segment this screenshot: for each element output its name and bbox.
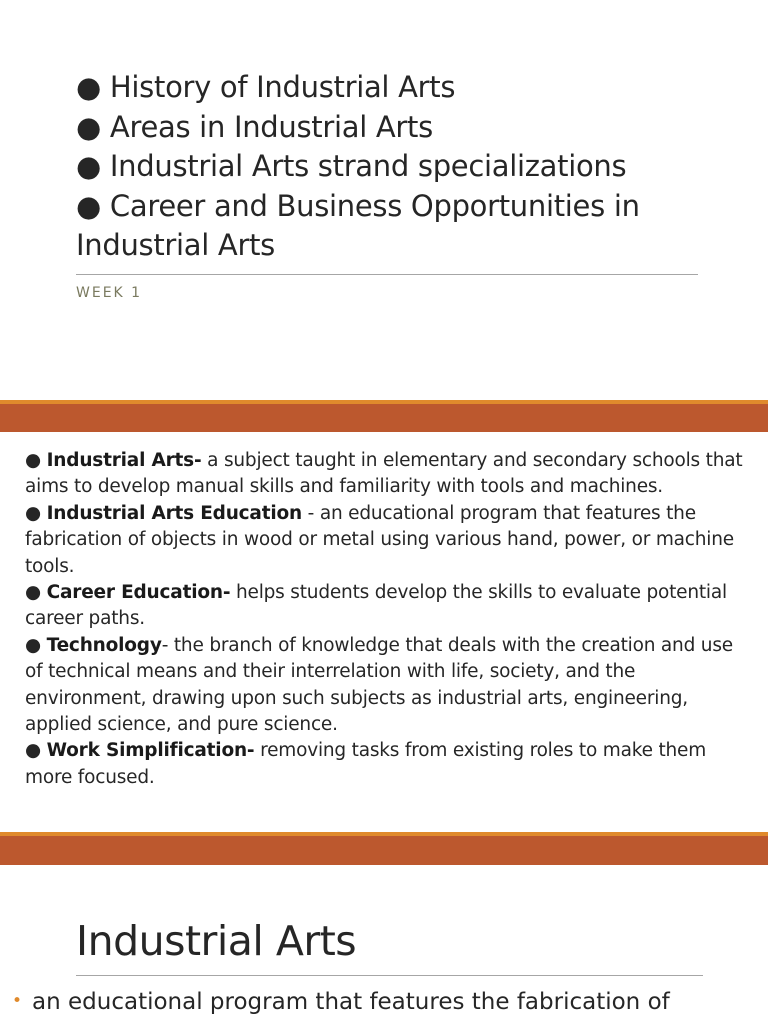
definition-text: - the branch of knowledge that deals with the creation and use of technical means and their interrelation with life, society, and the environment, drawing upon such subjects as industrial arts, engineering, applied science, and pure science. [25, 634, 733, 736]
definition-term: Industrial Arts- [46, 450, 202, 471]
slide-definitions [0, 432, 768, 832]
slide-title-agenda [0, 0, 768, 400]
bullet-glyph: ● [25, 502, 47, 524]
agenda-item: ● Career and Business Opportunities in Industrial Arts [76, 188, 640, 262]
separator-accent-line [0, 832, 768, 836]
title-divider [76, 274, 698, 275]
bullet-glyph: ● [25, 582, 47, 604]
bullet-glyph: ● [25, 450, 47, 471]
agenda-item: ● Industrial Arts strand specializations [76, 149, 627, 183]
slide-title: Industrial Arts [76, 917, 357, 965]
bullet-glyph: ● [25, 740, 47, 762]
definition-term: Industrial Arts Education [46, 502, 302, 524]
slide-subtitle: WEEK 1 [76, 285, 143, 301]
definition-item [25, 501, 745, 580]
bullet-text: an educational program that features the fabrication of [32, 989, 670, 1015]
definition-text: removing tasks from existing roles to make them more focused. [25, 740, 707, 788]
definition-text: helps students develop the skills to evaluate potential career paths. [25, 582, 727, 630]
definitions-list [25, 448, 745, 791]
slide-separator-band [0, 400, 768, 432]
definition-text: a subject taught in elementary and secondary schools that aims to develop manual skills and familiarity with tools and machines. [25, 450, 743, 498]
definition-item [25, 448, 745, 501]
definition-item [25, 738, 745, 791]
title-divider [76, 975, 703, 976]
slide-industrial-arts [0, 865, 768, 1024]
slide-separator-band [0, 832, 768, 865]
bullet-glyph: ● [25, 634, 47, 656]
bullet-item [12, 987, 670, 1019]
definition-term: Technology [46, 634, 162, 656]
definition-term: Work Simplification- [46, 740, 255, 762]
definition-text: - an educational program that features the fabrication of objects in wood or metal using various hand, power, or machine tools. [25, 502, 734, 577]
agenda-item: ● History of Industrial Arts [76, 70, 456, 104]
agenda-item: ● Areas in Industrial Arts [76, 109, 433, 144]
bullet-dot-icon: • [12, 991, 23, 1011]
definition-term: Career Education- [46, 582, 231, 604]
definition-item [25, 633, 745, 739]
separator-accent-line [0, 400, 768, 404]
agenda-list [76, 68, 716, 266]
definition-item [25, 580, 745, 633]
